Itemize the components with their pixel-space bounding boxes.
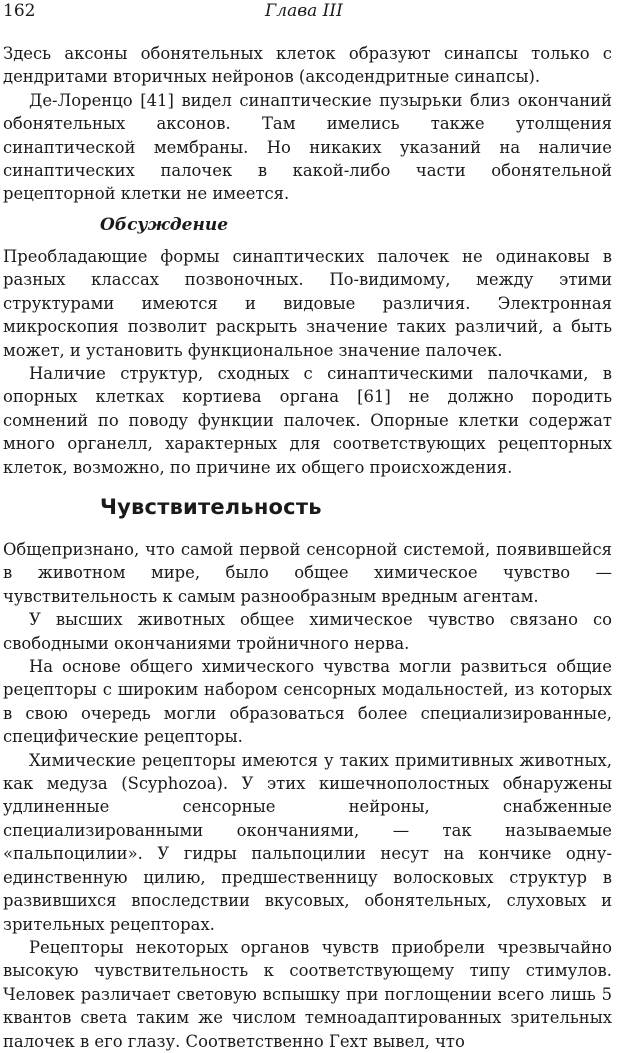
running-head: Глава III — [265, 1, 343, 21]
text-block-olfactory — [3, 42, 612, 206]
paragraph: Рецепторы некоторых органов чувств приобрели чрезвычайно высокую чувствительность к соответствующему типу стимулов. Человек различает световую вспышку при поглощении всего лишь 5 квантов света таким же числом темноадаптированных зрительных палочек в его глазу. Соответственно Гехт вывел, что — [3, 937, 612, 1051]
paragraph: Здесь аксоны обонятельных клеток образуют синапсы только с дендритами вторичных нейронов (аксодендритные синапсы). — [3, 44, 612, 87]
text-block-discussion — [3, 245, 612, 479]
paragraph: Преобладающие формы синаптических палочек не одинаковы в разных классах позвоночных. По-видимому, между этими структурами имеются и видовые различия. Электронная микроскопия позволит раскрыть значение таких различий, а быть может, и установить функциональное значение палочек. — [3, 247, 612, 360]
page-number: 162 — [3, 1, 36, 21]
paragraph: На основе общего химического чувства могли развиться общие рецепторы с широким набором сенсорных модальностей, из которых в свою очередь могли образоваться более специализированные, специфические рецепторы. — [3, 657, 612, 747]
paragraph: Де-Лоренцо [41] видел синаптические пузырьки близ окончаний обонятельных аксонов. Там имелись также утолщения синаптической мембраны. Но никаких указаний на наличие синаптических палочек в какой-либо части обонятельной рецепторной клетки не имеется. — [3, 90, 612, 204]
section-heading-sensitivity: Чувствительность — [100, 495, 322, 519]
page-header — [0, 0, 612, 26]
paragraph: Химические рецепторы имеются у таких примитивных животных, как медуза (Scyphozoa). У этих кишечнополостных обнаружены удлиненные сенсорные нейроны, снабженные специализированными окончаниями, — так называемые «пальпоцилии». У гидры пальпоцилии несут на кончике одну-единственную цилию, предшественницу волосковых структур в развившихся впоследствии вкусовых, обонятельных, слуховых и зрительных рецепторах. — [3, 750, 612, 934]
discussion-heading: Обсуждение — [100, 215, 229, 235]
paragraph: Общепризнано, что самой первой сенсорной системой, появившейся в животном мире, было общее химическое чувство — чувствительность к самым разнообразным вредным агентам. — [3, 540, 612, 606]
paragraph: Наличие структур, сходных с синаптическими палочками, в опорных клетках кортиева органа [61] не должно породить сомнений по поводу функции палочек. Опорные клетки содержат много органелл, характерных для соответствующих рецепторных клеток, возможно, по причине их общего происхождения. — [3, 364, 612, 477]
paragraph: У высших животных общее химическое чувство связано со свободными окончаниями тройничного нерва. — [3, 610, 612, 653]
text-block-sensitivity — [3, 538, 612, 1053]
